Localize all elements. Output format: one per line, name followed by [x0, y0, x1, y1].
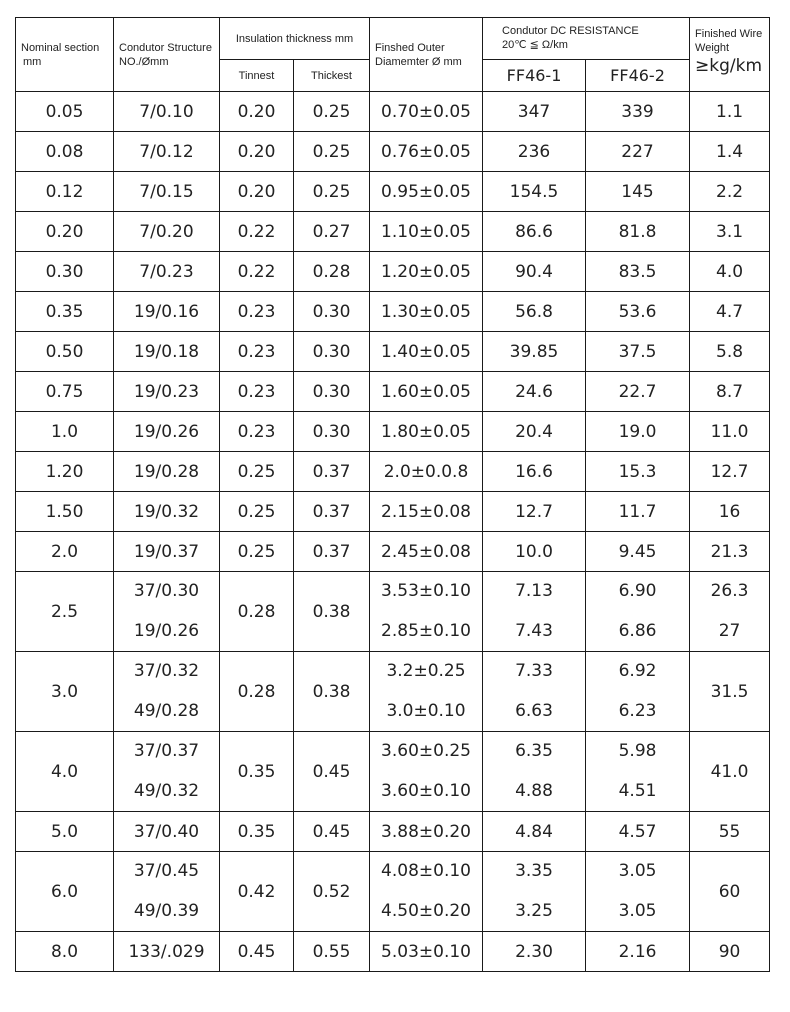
- cell-diameter-line: 3.60±0.10: [381, 780, 471, 801]
- cell-ff46-1: [483, 852, 586, 932]
- cell-weight: 3.1: [690, 212, 770, 252]
- cell-ff46-2: 227: [586, 132, 690, 172]
- table-row: [16, 452, 770, 492]
- cell-tinnest: 0.25: [220, 452, 294, 492]
- table-row: [16, 492, 770, 532]
- cell-thickest: 0.45: [294, 732, 370, 812]
- cell-diameter: 2.0±0.0.8: [370, 452, 483, 492]
- cell-thickest: 0.38: [294, 572, 370, 652]
- cell-thickest: 0.30: [294, 292, 370, 332]
- cell-section: 0.50: [16, 332, 114, 372]
- cell-tinnest: 0.22: [220, 212, 294, 252]
- cell-structure: [114, 572, 220, 652]
- cell-weight: 4.7: [690, 292, 770, 332]
- cell-section: 1.0: [16, 412, 114, 452]
- header-weight-unit: ≥kg/km: [695, 56, 763, 76]
- cell-tinnest: 0.20: [220, 132, 294, 172]
- cell-section: 2.5: [16, 572, 114, 652]
- cell-ff46-1: 56.8: [483, 292, 586, 332]
- header-dc-resistance-line1: Condutor DC RESISTANCE: [502, 25, 639, 37]
- cell-diameter: [370, 852, 483, 932]
- cell-ff46-1-line: 7.13: [515, 581, 553, 601]
- header-ff46-2: FF46-2: [586, 60, 690, 92]
- cell-section: 1.20: [16, 452, 114, 492]
- cell-tinnest: 0.20: [220, 92, 294, 132]
- cell-thickest: 0.55: [294, 932, 370, 972]
- cell-weight: 12.7: [690, 452, 770, 492]
- header-row: [16, 18, 770, 60]
- cell-thickest: 0.52: [294, 852, 370, 932]
- cell-tinnest: 0.23: [220, 372, 294, 412]
- cell-weight: 41.0: [690, 732, 770, 812]
- cell-diameter: 1.80±0.05: [370, 412, 483, 452]
- cell-weight: 55: [690, 812, 770, 852]
- header-dc-resistance-line2: 20℃ ≦ Ω/km: [502, 39, 568, 51]
- table-row: [16, 412, 770, 452]
- cell-ff46-2: 19.0: [586, 412, 690, 452]
- cell-weight: 8.7: [690, 372, 770, 412]
- cell-structure-line: 37/0.30: [133, 581, 200, 601]
- cell-thickest: 0.30: [294, 412, 370, 452]
- cell-structure: 19/0.37: [114, 532, 220, 572]
- cell-ff46-1: [483, 652, 586, 732]
- cell-ff46-2: [586, 572, 690, 652]
- cell-ff46-1: 39.85: [483, 332, 586, 372]
- cell-tinnest: 0.23: [220, 332, 294, 372]
- header-nominal-section: [16, 18, 114, 92]
- cell-structure-line: 49/0.32: [133, 780, 200, 801]
- cell-ff46-2: [586, 852, 690, 932]
- cell-structure: 19/0.26: [114, 412, 220, 452]
- table-row: [16, 172, 770, 212]
- cell-ff46-2: 53.6: [586, 292, 690, 332]
- cell-diameter: [370, 652, 483, 732]
- cell-weight: 11.0: [690, 412, 770, 452]
- cell-thickest: 0.25: [294, 92, 370, 132]
- header-weight: [690, 18, 770, 92]
- cell-ff46-2-line: 5.98: [618, 741, 657, 761]
- cell-structure: 7/0.12: [114, 132, 220, 172]
- cell-ff46-2-line: 6.23: [618, 700, 657, 721]
- cell-section: 0.08: [16, 132, 114, 172]
- cell-tinnest: 0.25: [220, 492, 294, 532]
- cell-weight: 1.1: [690, 92, 770, 132]
- table-row: [16, 932, 770, 972]
- header-ff46-1: FF46-1: [483, 60, 586, 92]
- cell-diameter: 2.45±0.08: [370, 532, 483, 572]
- cell-section: 0.35: [16, 292, 114, 332]
- cell-weight: 90: [690, 932, 770, 972]
- cell-ff46-2: 145: [586, 172, 690, 212]
- header-conductor-structure-line1: Condutor Structure: [119, 41, 212, 54]
- table-row: [16, 372, 770, 412]
- cell-tinnest: 0.28: [220, 652, 294, 732]
- cell-weight: 5.8: [690, 332, 770, 372]
- cell-weight: 1.4: [690, 132, 770, 172]
- cell-thickest: 0.37: [294, 452, 370, 492]
- cell-ff46-2: 37.5: [586, 332, 690, 372]
- cell-thickest: 0.37: [294, 532, 370, 572]
- header-outer-diameter-line1: Finshed Outer: [375, 41, 445, 54]
- header-thickest: Thickest: [294, 60, 370, 92]
- cell-structure: 19/0.32: [114, 492, 220, 532]
- cell-structure: 133/.029: [114, 932, 220, 972]
- cell-ff46-1: 236: [483, 132, 586, 172]
- cell-section: 0.30: [16, 252, 114, 292]
- cell-diameter: 0.70±0.05: [370, 92, 483, 132]
- cell-diameter: 1.30±0.05: [370, 292, 483, 332]
- cell-diameter-line: 3.0±0.10: [386, 700, 466, 721]
- cell-ff46-1: 86.6: [483, 212, 586, 252]
- cell-section: 3.0: [16, 652, 114, 732]
- cell-ff46-1-line: 7.43: [515, 620, 553, 641]
- table-row: [16, 132, 770, 172]
- cell-structure: 19/0.28: [114, 452, 220, 492]
- cell-ff46-2: 2.16: [586, 932, 690, 972]
- cell-section: 1.50: [16, 492, 114, 532]
- cell-ff46-2-line: 6.90: [618, 581, 657, 601]
- table-row: [16, 92, 770, 132]
- header-nominal-section-line1: Nominal section: [21, 41, 100, 54]
- cell-weight: 4.0: [690, 252, 770, 292]
- table-row: [16, 572, 770, 652]
- cell-diameter-line: 2.85±0.10: [381, 620, 471, 641]
- table-row: [16, 292, 770, 332]
- cell-ff46-1: 12.7: [483, 492, 586, 532]
- header-weight-line1: Finished Wire: [695, 28, 763, 40]
- cell-structure-line: 19/0.26: [133, 620, 200, 641]
- wire-spec-table: [15, 17, 770, 972]
- cell-ff46-1: 16.6: [483, 452, 586, 492]
- cell-diameter: 0.76±0.05: [370, 132, 483, 172]
- cell-ff46-1-line: 3.35: [515, 861, 553, 881]
- cell-ff46-2: 4.57: [586, 812, 690, 852]
- table-row: [16, 212, 770, 252]
- cell-structure: 7/0.15: [114, 172, 220, 212]
- cell-tinnest: 0.20: [220, 172, 294, 212]
- cell-ff46-2: 9.45: [586, 532, 690, 572]
- cell-ff46-2: 83.5: [586, 252, 690, 292]
- table-row: [16, 652, 770, 732]
- cell-section: 4.0: [16, 732, 114, 812]
- cell-section: 0.20: [16, 212, 114, 252]
- cell-ff46-1-line: 3.25: [515, 900, 553, 921]
- cell-ff46-2: [586, 732, 690, 812]
- cell-diameter: [370, 732, 483, 812]
- cell-diameter: [370, 572, 483, 652]
- cell-thickest: 0.30: [294, 372, 370, 412]
- table-row: [16, 252, 770, 292]
- cell-diameter: 1.10±0.05: [370, 212, 483, 252]
- header-insulation-thickness: Insulation thickness mm: [220, 18, 370, 60]
- cell-ff46-2: 15.3: [586, 452, 690, 492]
- cell-structure-line: 37/0.32: [133, 661, 200, 681]
- cell-weight: [690, 572, 770, 652]
- cell-diameter: 0.95±0.05: [370, 172, 483, 212]
- cell-ff46-1-line: 7.33: [515, 661, 553, 681]
- cell-diameter-line: 3.2±0.25: [386, 661, 466, 681]
- cell-tinnest: 0.23: [220, 292, 294, 332]
- table-body: [16, 92, 770, 972]
- cell-ff46-1: 20.4: [483, 412, 586, 452]
- cell-section: 6.0: [16, 852, 114, 932]
- cell-ff46-1: 24.6: [483, 372, 586, 412]
- cell-ff46-2-line: 6.86: [618, 620, 657, 641]
- cell-structure: 7/0.20: [114, 212, 220, 252]
- cell-structure: [114, 652, 220, 732]
- table-row: [16, 332, 770, 372]
- cell-weight: 31.5: [690, 652, 770, 732]
- cell-thickest: 0.30: [294, 332, 370, 372]
- cell-weight: 16: [690, 492, 770, 532]
- cell-ff46-2: 11.7: [586, 492, 690, 532]
- header-outer-diameter: [370, 18, 483, 92]
- cell-ff46-2: 22.7: [586, 372, 690, 412]
- cell-section: 0.75: [16, 372, 114, 412]
- cell-weight: 2.2: [690, 172, 770, 212]
- cell-tinnest: 0.28: [220, 572, 294, 652]
- cell-tinnest: 0.42: [220, 852, 294, 932]
- cell-ff46-2: 81.8: [586, 212, 690, 252]
- cell-ff46-1: 4.84: [483, 812, 586, 852]
- table-row: [16, 532, 770, 572]
- cell-diameter: 3.88±0.20: [370, 812, 483, 852]
- cell-thickest: 0.45: [294, 812, 370, 852]
- cell-tinnest: 0.45: [220, 932, 294, 972]
- cell-structure: 19/0.16: [114, 292, 220, 332]
- cell-ff46-1: 2.30: [483, 932, 586, 972]
- header-outer-diameter-line2: Diamemter Ø mm: [375, 55, 462, 68]
- header-weight-line2: Weight: [695, 42, 730, 54]
- cell-ff46-2-line: 3.05: [618, 861, 657, 881]
- cell-ff46-1: [483, 572, 586, 652]
- cell-tinnest: 0.22: [220, 252, 294, 292]
- cell-weight-line: 26.3: [710, 581, 749, 601]
- cell-ff46-2-line: 6.92: [618, 661, 657, 681]
- cell-weight-line: 27: [718, 620, 741, 641]
- cell-diameter: 1.40±0.05: [370, 332, 483, 372]
- cell-weight: 21.3: [690, 532, 770, 572]
- cell-ff46-1-line: 6.35: [515, 741, 553, 761]
- cell-diameter-line: 3.60±0.25: [381, 741, 471, 761]
- cell-diameter: 5.03±0.10: [370, 932, 483, 972]
- cell-section: 8.0: [16, 932, 114, 972]
- cell-structure: [114, 732, 220, 812]
- cell-weight: 60: [690, 852, 770, 932]
- cell-section: 0.12: [16, 172, 114, 212]
- cell-tinnest: 0.35: [220, 812, 294, 852]
- cell-section: 2.0: [16, 532, 114, 572]
- cell-section: 5.0: [16, 812, 114, 852]
- cell-section: 0.05: [16, 92, 114, 132]
- cell-ff46-1: 154.5: [483, 172, 586, 212]
- header-tinnest: Tinnest: [220, 60, 294, 92]
- cell-diameter: 2.15±0.08: [370, 492, 483, 532]
- cell-diameter: 1.20±0.05: [370, 252, 483, 292]
- cell-ff46-1: 10.0: [483, 532, 586, 572]
- cell-tinnest: 0.23: [220, 412, 294, 452]
- cell-diameter-line: 4.50±0.20: [381, 900, 471, 921]
- cell-ff46-2-line: 3.05: [618, 900, 657, 921]
- header-conductor-structure-line2: NO./Ømm: [119, 55, 169, 68]
- cell-ff46-1: 347: [483, 92, 586, 132]
- cell-structure-line: 37/0.37: [133, 741, 200, 761]
- cell-structure-line: 49/0.39: [133, 900, 200, 921]
- cell-ff46-2: 339: [586, 92, 690, 132]
- cell-ff46-2-line: 4.51: [618, 780, 657, 801]
- header-conductor-structure: [114, 18, 220, 92]
- cell-structure: 7/0.10: [114, 92, 220, 132]
- cell-thickest: 0.38: [294, 652, 370, 732]
- cell-structure: 19/0.18: [114, 332, 220, 372]
- cell-thickest: 0.28: [294, 252, 370, 292]
- cell-thickest: 0.37: [294, 492, 370, 532]
- cell-structure-line: 49/0.28: [133, 700, 200, 721]
- cell-thickest: 0.25: [294, 132, 370, 172]
- cell-structure: 19/0.23: [114, 372, 220, 412]
- header-nominal-section-line2: mm: [23, 55, 42, 68]
- cell-diameter-line: 4.08±0.10: [381, 861, 471, 881]
- cell-ff46-1: [483, 732, 586, 812]
- cell-diameter-line: 3.53±0.10: [381, 581, 471, 601]
- cell-thickest: 0.27: [294, 212, 370, 252]
- cell-ff46-1: 90.4: [483, 252, 586, 292]
- cell-structure: 37/0.40: [114, 812, 220, 852]
- cell-structure-line: 37/0.45: [133, 861, 200, 881]
- cell-tinnest: 0.25: [220, 532, 294, 572]
- cell-structure: 7/0.23: [114, 252, 220, 292]
- table-row: [16, 732, 770, 812]
- cell-ff46-2: [586, 652, 690, 732]
- cell-structure: [114, 852, 220, 932]
- cell-ff46-1-line: 6.63: [515, 700, 553, 721]
- cell-thickest: 0.25: [294, 172, 370, 212]
- table-row: [16, 852, 770, 932]
- cell-diameter: 1.60±0.05: [370, 372, 483, 412]
- table-row: [16, 812, 770, 852]
- header-dc-resistance: [483, 18, 690, 60]
- cell-tinnest: 0.35: [220, 732, 294, 812]
- cell-ff46-1-line: 4.88: [515, 780, 553, 801]
